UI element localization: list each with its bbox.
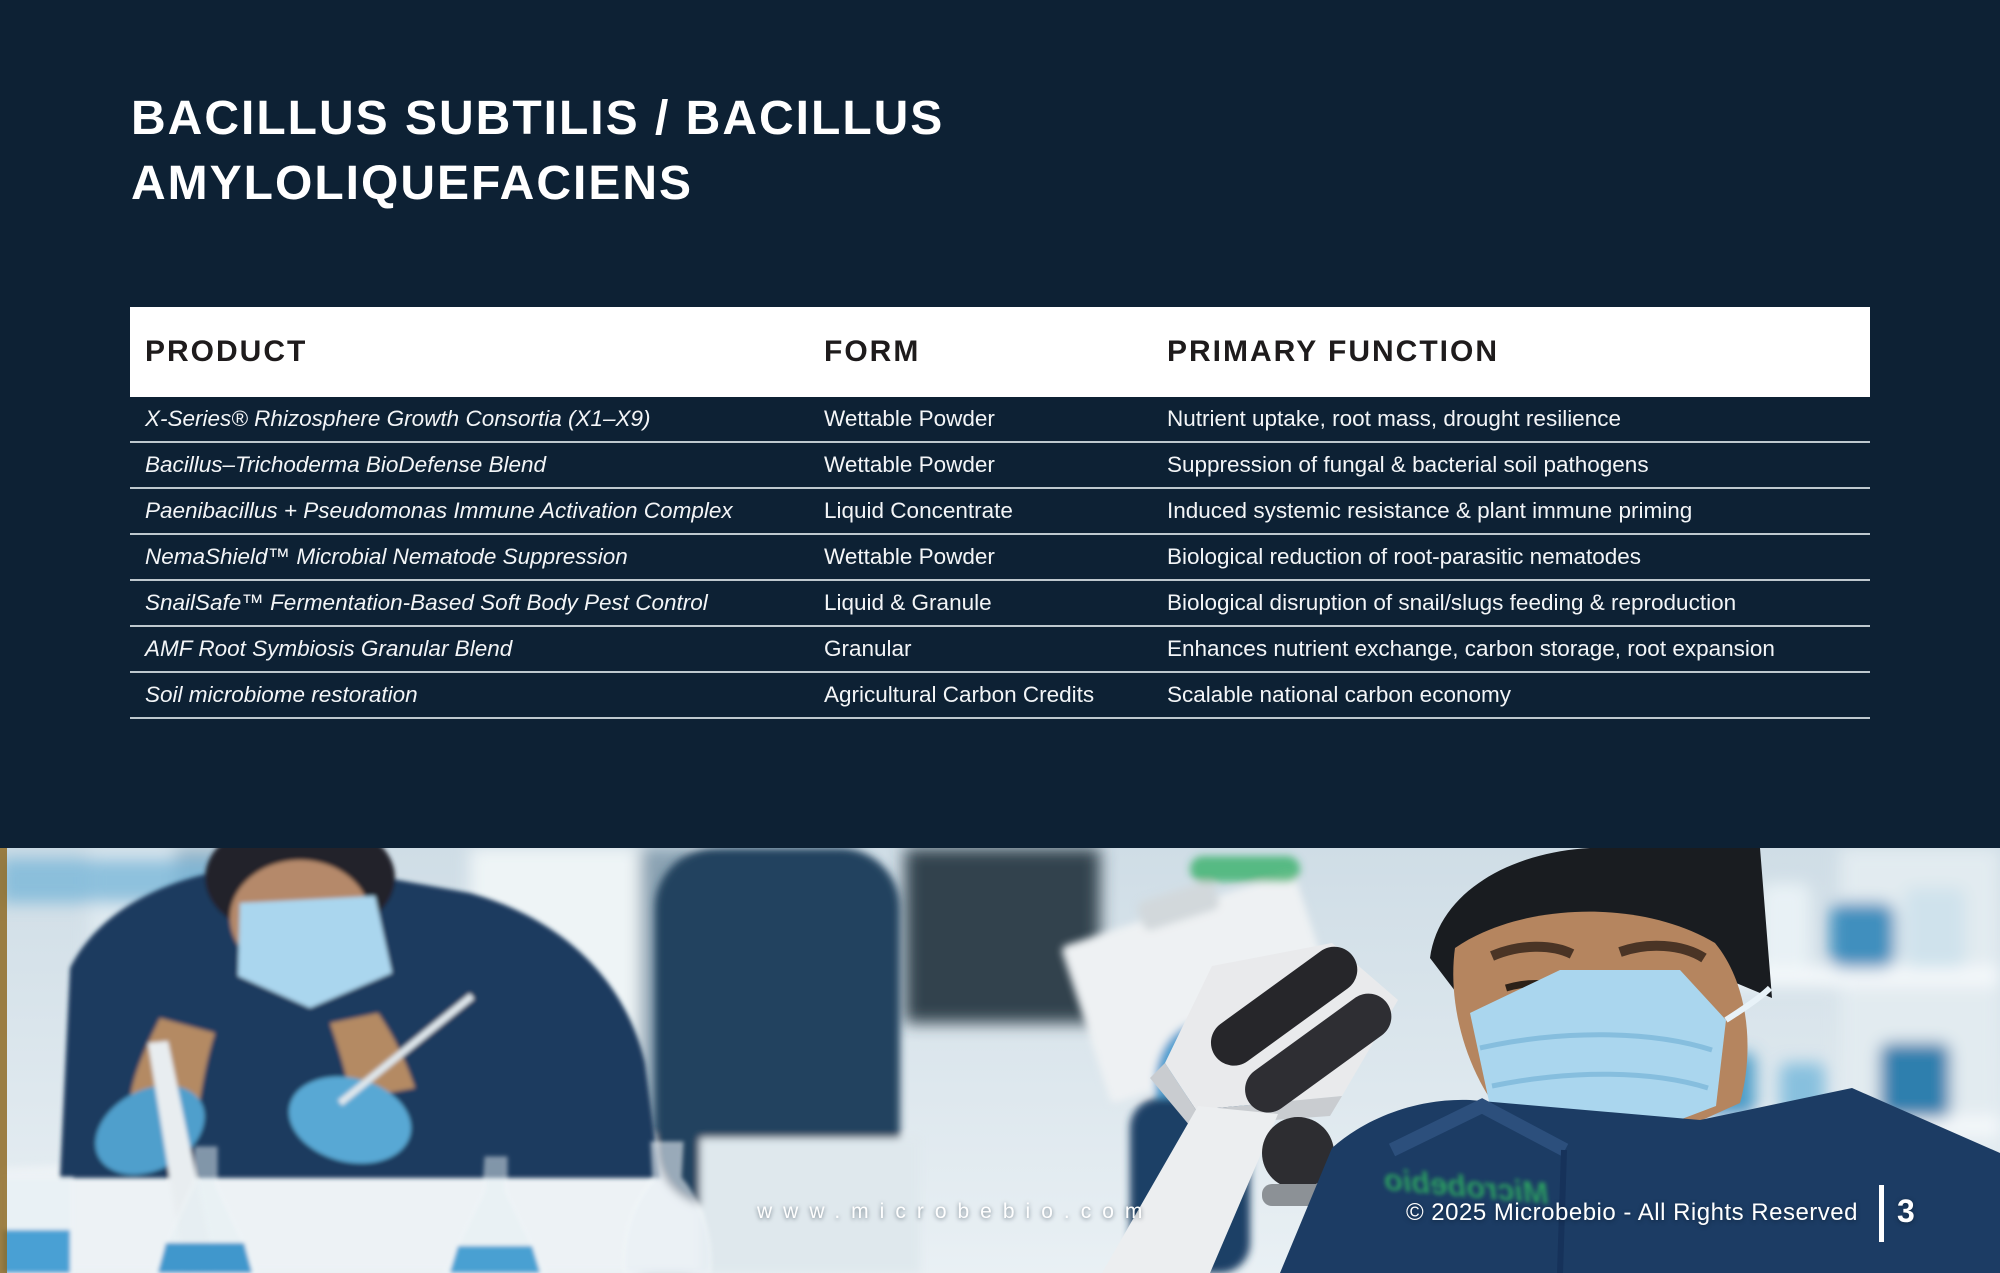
cell-product: X-Series® Rhizosphere Growth Consortia (X1–X9) — [145, 406, 651, 431]
cell-product: SnailSafe™ Fermentation-Based Soft Body Pest Control — [145, 590, 708, 615]
table-row — [130, 443, 1870, 489]
cell-function: Induced systemic resistance & plant immune priming — [1167, 498, 1693, 523]
shirt-logo-text: Microbebio — [1382, 1161, 1551, 1211]
cell-form: Granular — [824, 636, 912, 661]
cell-product: NemaShield™ Microbial Nematode Suppression — [145, 544, 628, 569]
footer-page-number: 3 — [1897, 1193, 1915, 1229]
page-title — [131, 86, 944, 216]
cell-product: AMF Root Symbiosis Granular Blend — [145, 636, 513, 661]
cell-product: Paenibacillus + Pseudomonas Immune Activation Complex — [145, 498, 733, 523]
cell-function: Nutrient uptake, root mass, drought resilience — [1167, 406, 1621, 431]
cell-form: Wettable Powder — [824, 452, 995, 477]
table-header-product: PRODUCT — [145, 335, 308, 368]
photo-left-edge-strip — [0, 848, 7, 1273]
cell-form: Liquid & Granule — [824, 590, 992, 615]
footer-page-divider — [1879, 1185, 1884, 1242]
footer-copyright: © 2025 Microbebio - All Rights Reserved — [1405, 1199, 1858, 1226]
table-header-form: FORM — [824, 335, 921, 368]
table-row — [130, 581, 1870, 627]
footer-website-url: www.microbebio.com — [757, 1200, 1154, 1223]
cell-product: Soil microbiome restoration — [145, 682, 418, 707]
table-row — [130, 535, 1870, 581]
cell-form: Wettable Powder — [824, 544, 995, 569]
table-row — [130, 673, 1870, 719]
table-row — [130, 489, 1870, 535]
cell-function: Scalable national carbon economy — [1167, 682, 1511, 707]
title-line-1: BACILLUS SUBTILIS / BACILLUS — [131, 92, 945, 145]
product-table — [130, 307, 1870, 719]
cell-form: Agricultural Carbon Credits — [824, 682, 1095, 707]
title-line-2: AMYLOLIQUEFACIENS — [131, 157, 694, 210]
cell-function: Suppression of fungal & bacterial soil pathogens — [1167, 452, 1649, 477]
table-header-primary-function: PRIMARY FUNCTION — [1167, 335, 1499, 368]
cell-form: Wettable Powder — [824, 406, 995, 431]
cell-form: Liquid Concentrate — [824, 498, 1013, 523]
table-row — [130, 397, 1870, 443]
cell-function: Biological disruption of snail/slugs feeding & reproduction — [1167, 590, 1737, 615]
table-header-row — [130, 307, 1870, 397]
cell-product: Bacillus–Trichoderma BioDefense Blend — [145, 452, 547, 477]
table-row — [130, 627, 1870, 673]
cell-function: Enhances nutrient exchange, carbon storage, root expansion — [1167, 636, 1775, 661]
cell-function: Biological reduction of root-parasitic nematodes — [1167, 544, 1642, 569]
